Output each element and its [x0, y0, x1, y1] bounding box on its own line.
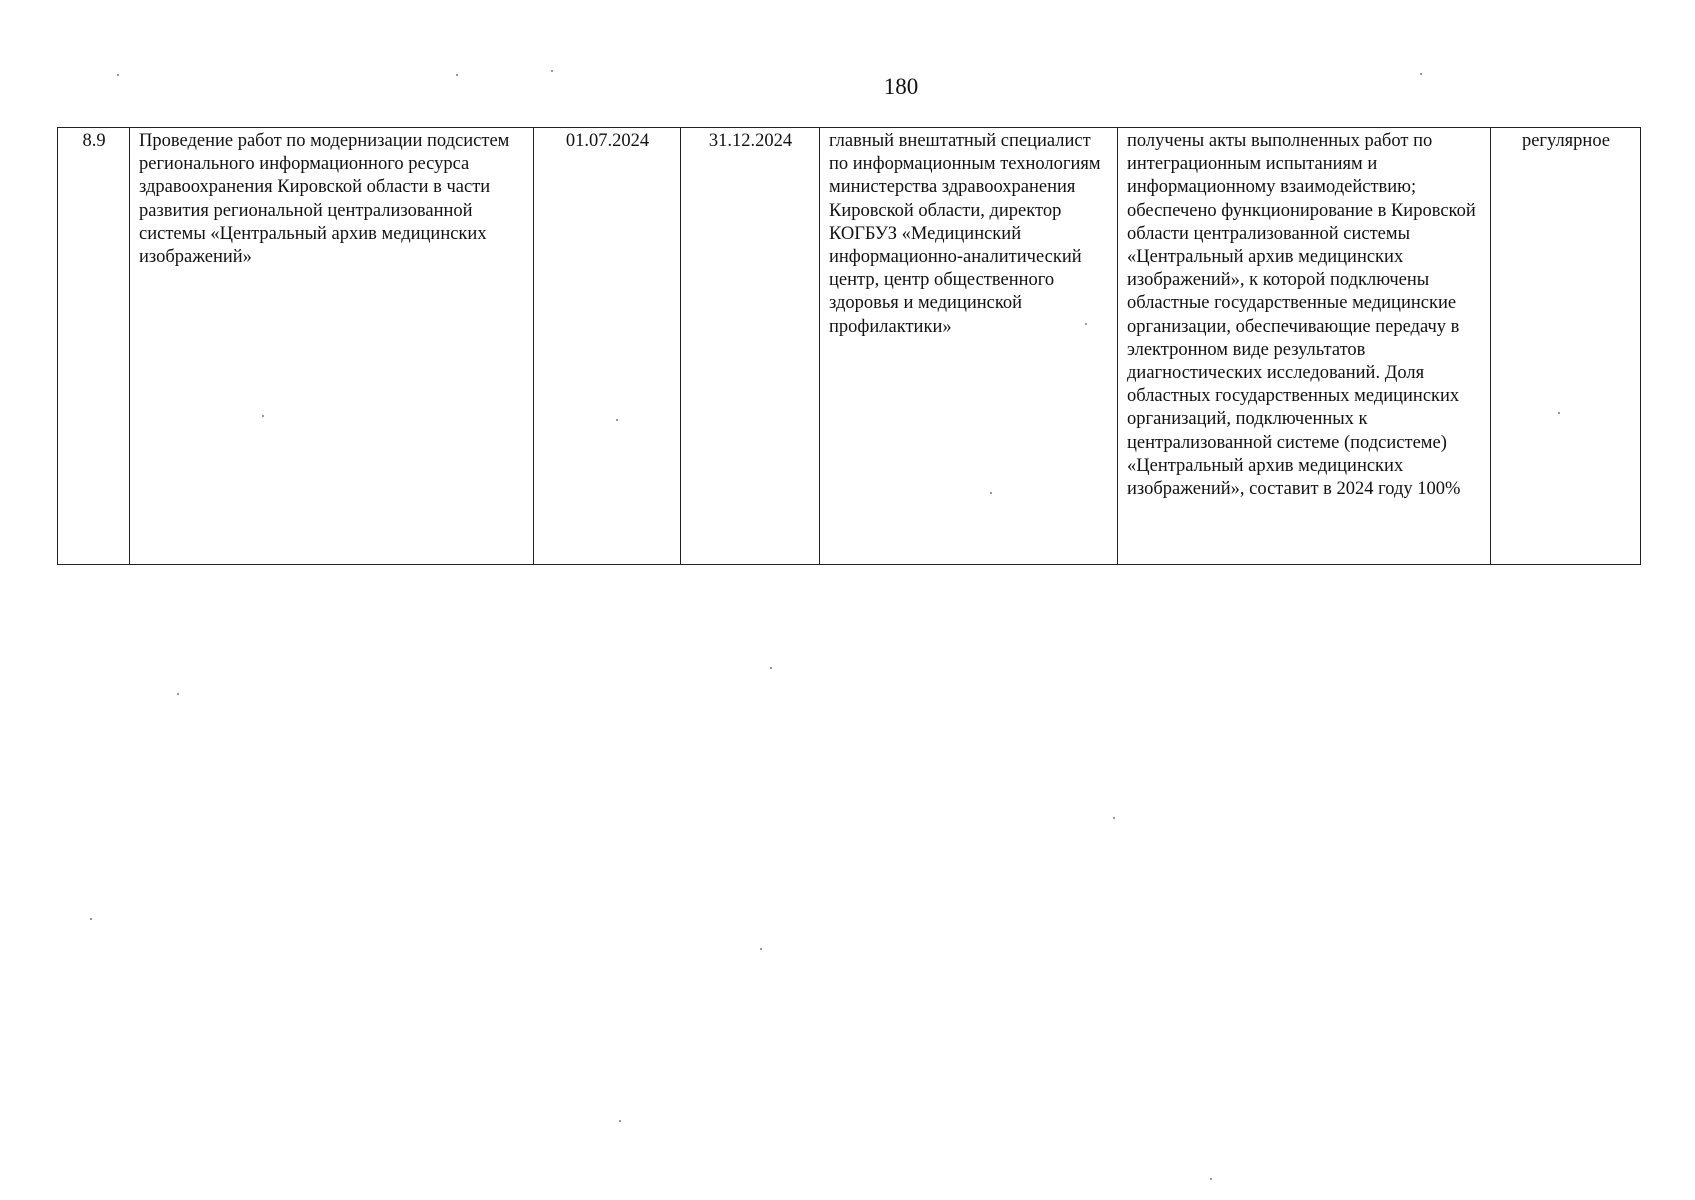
- scan-speck: [456, 74, 458, 76]
- scan-speck: [619, 1120, 621, 1122]
- scan-speck: [1420, 73, 1422, 75]
- responsible-cell: главный внештатный специалист по информационным технологиям министерства здравоохранения Кировской области, директор КОГБУЗ «Медицинский информационно-аналитический центр, центр общественного здоровья и медицинской профилактики»: [820, 128, 1118, 565]
- page-number: 180: [883, 74, 919, 99]
- scan-speck: [262, 415, 264, 417]
- scan-speck: [117, 74, 119, 76]
- start-date-cell: 01.07.2024: [534, 128, 681, 565]
- scan-speck: [1558, 412, 1560, 414]
- activity-type-cell: регулярное: [1491, 128, 1641, 565]
- scan-speck: [551, 70, 553, 72]
- end-date-cell: 31.12.2024: [681, 128, 820, 565]
- scan-speck: [770, 667, 772, 669]
- activity-cell: Проведение работ по модернизации подсистем регионального информационного ресурса здравоохранения Кировской области в части развития региональной централизованной системы «Центральный архив медицинских изображений»: [130, 128, 534, 565]
- table-row: [58, 128, 1641, 565]
- scan-speck: [90, 918, 92, 920]
- scan-speck: [990, 492, 992, 494]
- scan-speck: [1113, 817, 1115, 819]
- result-cell: получены акты выполненных работ по интеграционным испытаниям и информационному взаимодействию; обеспечено функционирование в Кировской области централизованной системы «Центральный архив медицинских изображений», к которой подключены областные государственные медицинские организации, обеспечивающие передачу в электронном виде результатов диагностических исследований. Доля областных государственных медицинских организаций, подключенных к централизованной системе (подсистеме) «Центральный архив медицинских изображений», составит в 2024 году 100%: [1118, 128, 1491, 565]
- plan-table: [57, 127, 1641, 565]
- scan-speck: [1085, 323, 1087, 325]
- row-number-cell: 8.9: [58, 128, 130, 565]
- scan-speck: [760, 948, 762, 950]
- scan-speck: [616, 419, 618, 421]
- scan-speck: [1210, 1178, 1212, 1180]
- scan-speck: [177, 693, 179, 695]
